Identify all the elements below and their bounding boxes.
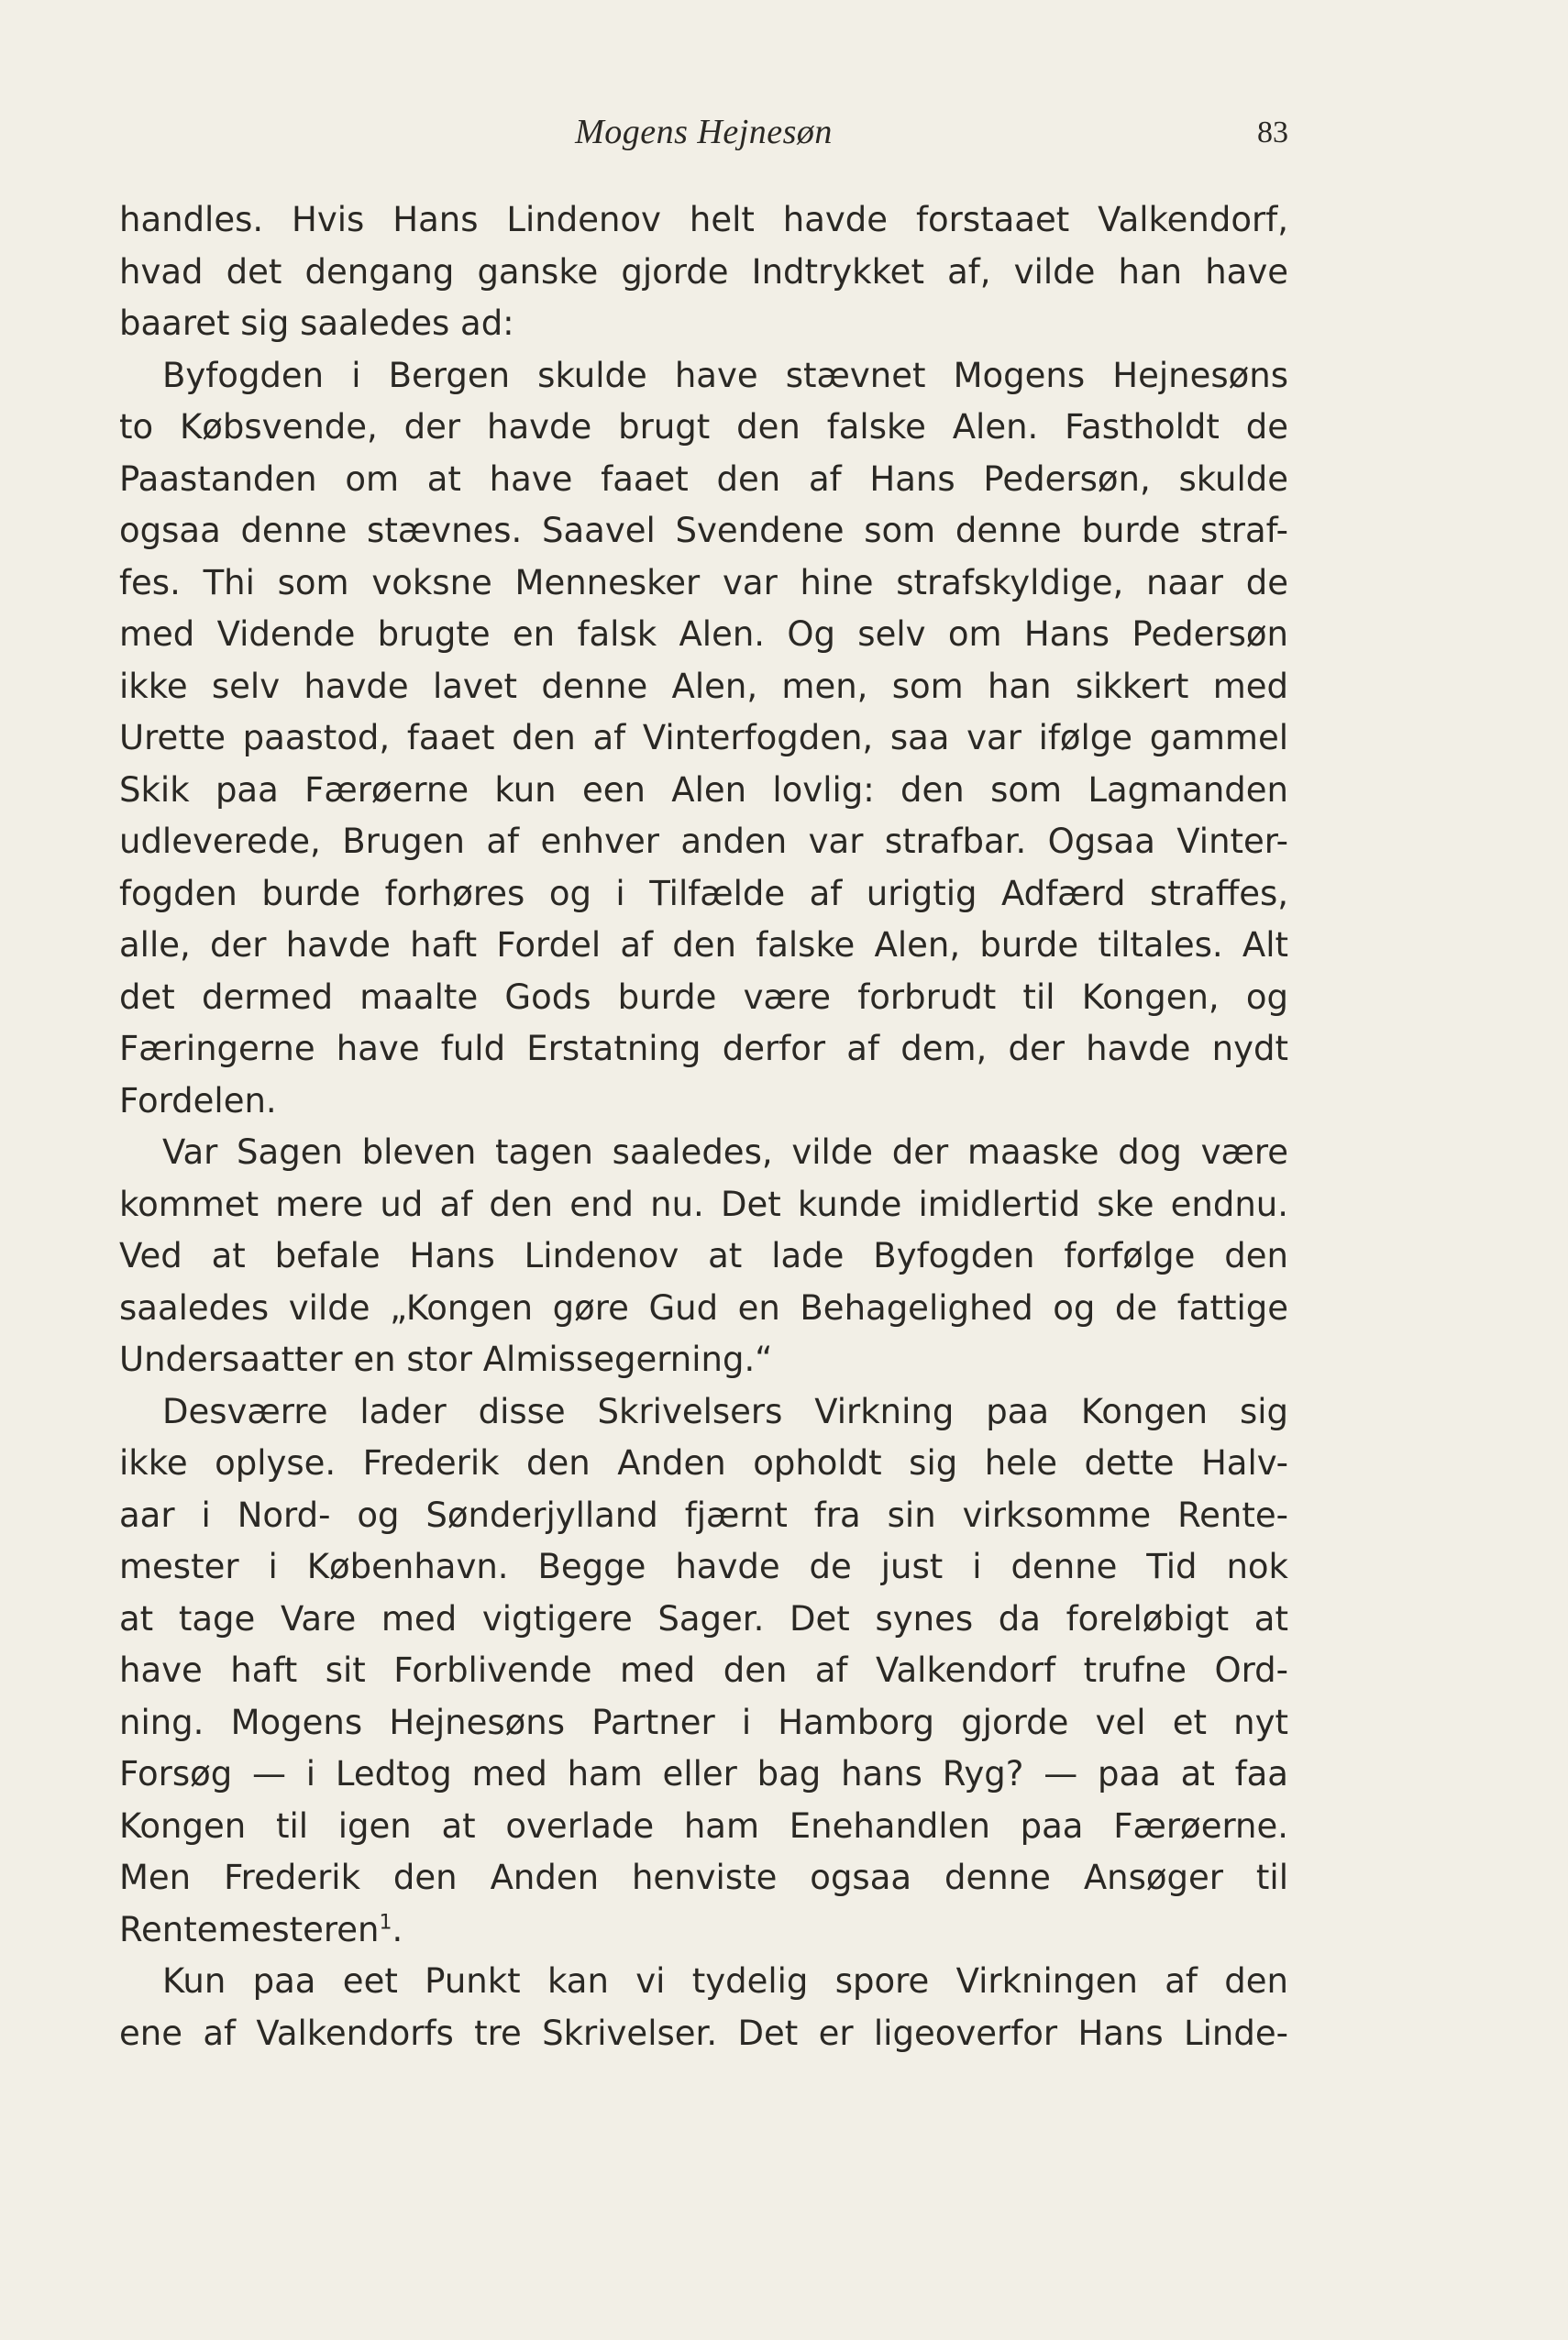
text-line (119, 350, 1288, 403)
text-line (119, 1334, 1288, 1386)
text-line-content: ning. Mogens Hejnesøns Partner i Hamborg gjorde vel et nyt (119, 1702, 1288, 1742)
footnote-reference: 1 (379, 1911, 392, 1935)
text-line (119, 1127, 1288, 1179)
body-text (119, 194, 1288, 2059)
text-line-content: Kun paa eet Punkt kan vi tydelig spore Virkningen af den (162, 1961, 1288, 2001)
text-line (119, 2008, 1288, 2060)
text-line-content: ene af Valkendorfs tre Skrivelser. Det er ligeoverfor Hans Linde- (119, 2013, 1288, 2053)
text-line-content: Byfogden i Bergen skulde have stævnet Mogens Hejnesøns (162, 355, 1288, 395)
text-line (119, 1023, 1288, 1076)
text-line (119, 920, 1288, 972)
text-line-content: Skik paa Færøerne kun een Alen lovlig: den som Lagmanden (119, 769, 1288, 810)
text-line (119, 816, 1288, 868)
text-line (119, 298, 1288, 350)
text-line-content: Var Sagen bleven tagen saaledes, vilde der maaske dog være (162, 1132, 1288, 1172)
text-line-content: fogden burde forhøres og i Tilfælde af urigtig Adfærd straffes, (119, 873, 1288, 913)
text-line-content: Forsøg — i Ledtog med ham eller bag hans Ryg? — paa at faa (119, 1754, 1288, 1794)
text-line (119, 765, 1288, 817)
text-line-content: Desværre lader disse Skrivelsers Virkning paa Kongen sig (162, 1391, 1288, 1431)
text-line-content: Paastanden om at have faaet den af Hans Pedersøn, skulde (119, 458, 1288, 499)
text-line (119, 1749, 1288, 1801)
page-number: 83 (1257, 116, 1288, 149)
text-line-content: Ved at befale Hans Lindenov at lade Byfogden forfølge den (119, 1236, 1288, 1275)
trailing-punctuation: . (392, 1909, 403, 1949)
text-line (119, 972, 1288, 1024)
text-line-content: kommet mere ud af den end nu. Det kunde imidlertid ske endnu. (119, 1184, 1288, 1224)
text-line-content: saaledes vilde „Kongen gøre Gud en Behagelighed og de fattige (119, 1287, 1288, 1328)
text-line-content: ogsaa denne stævnes. Saavel Svendene som denne burde straf- (119, 511, 1288, 550)
text-line (119, 1076, 1288, 1128)
text-line-content: handles. Hvis Hans Lindenov helt havde forstaaet Valkendorf, (119, 200, 1288, 239)
text-line (119, 1956, 1288, 2008)
text-line-content: Færingerne have fuld Erstatning derfor af dem, der havde nydt (119, 1029, 1288, 1068)
text-line (119, 402, 1288, 454)
text-line-content: ikke selv havde lavet denne Alen, men, som han sikkert med (119, 666, 1288, 706)
text-line (119, 868, 1288, 921)
text-line (119, 1697, 1288, 1749)
text-line (119, 454, 1288, 506)
text-line-content: Undersaatter en stor Almissegerning.“ (119, 1340, 773, 1379)
text-line (119, 194, 1288, 247)
running-head (119, 112, 1288, 158)
text-line-content: Urette paastod, faaet den af Vinterfogden, saa var ifølge gammel (119, 718, 1288, 757)
text-line (119, 1904, 1288, 1957)
text-line-content: baaret sig saaledes ad: (119, 304, 514, 343)
text-line-content: mester i København. Begge havde de just i denne Tid nok (119, 1547, 1288, 1586)
text-line (119, 557, 1288, 610)
running-title: Mogens Hejnesøn (575, 113, 833, 151)
text-line (119, 1541, 1288, 1594)
text-line (119, 247, 1288, 299)
text-line (119, 609, 1288, 661)
text-line-content: hvad det dengang ganske gjorde Indtrykket af, vilde han have (119, 251, 1288, 292)
text-line (119, 1283, 1288, 1335)
text-line (119, 1490, 1288, 1542)
text-line-content: Men Frederik den Anden henviste ogsaa denne Ansøger til (119, 1858, 1288, 1897)
text-line-content: Rentemesteren (119, 1909, 380, 1949)
text-line-content: med Vidende brugte en falsk Alen. Og selv om Hans Pedersøn (119, 614, 1288, 654)
text-line-content: have haft sit Forblivende med den af Valkendorf trufne Ord- (119, 1650, 1288, 1690)
text-line (119, 505, 1288, 557)
text-line (119, 712, 1288, 765)
text-line (119, 1645, 1288, 1697)
text-line-content: ikke oplyse. Frederik den Anden opholdt sig hele dette Halv- (119, 1443, 1288, 1483)
text-line-content: Fordelen. (119, 1080, 277, 1120)
text-line (119, 1438, 1288, 1490)
text-line-content: aar i Nord- og Sønderjylland fjærnt fra sin virksomme Rente- (119, 1495, 1288, 1535)
text-line-content: det dermed maalte Gods burde være forbrudt til Kongen, og (119, 977, 1288, 1017)
text-line-content: at tage Vare med vigtigere Sager. Det synes da foreløbigt at (119, 1598, 1288, 1639)
text-line (119, 1594, 1288, 1646)
text-line-content: alle, der havde haft Fordel af den falske Alen, burde tiltales. Alt (119, 925, 1288, 965)
text-line (119, 1386, 1288, 1439)
text-line (119, 1231, 1288, 1283)
text-line (119, 1852, 1288, 1904)
text-line-content: udleverede, Brugen af enhver anden var strafbar. Ogsaa Vinter- (119, 822, 1288, 861)
text-line (119, 1801, 1288, 1853)
text-line (119, 1179, 1288, 1231)
text-line-content: to Købsvende, der havde brugt den falske Alen. Fastholdt de (119, 407, 1288, 447)
text-line-content: Kongen til igen at overlade ham Enehandlen paa Færøerne. (119, 1805, 1288, 1846)
text-line-content: fes. Thi som voksne Mennesker var hine strafskyldige, naar de (119, 562, 1288, 602)
text-line (119, 661, 1288, 713)
